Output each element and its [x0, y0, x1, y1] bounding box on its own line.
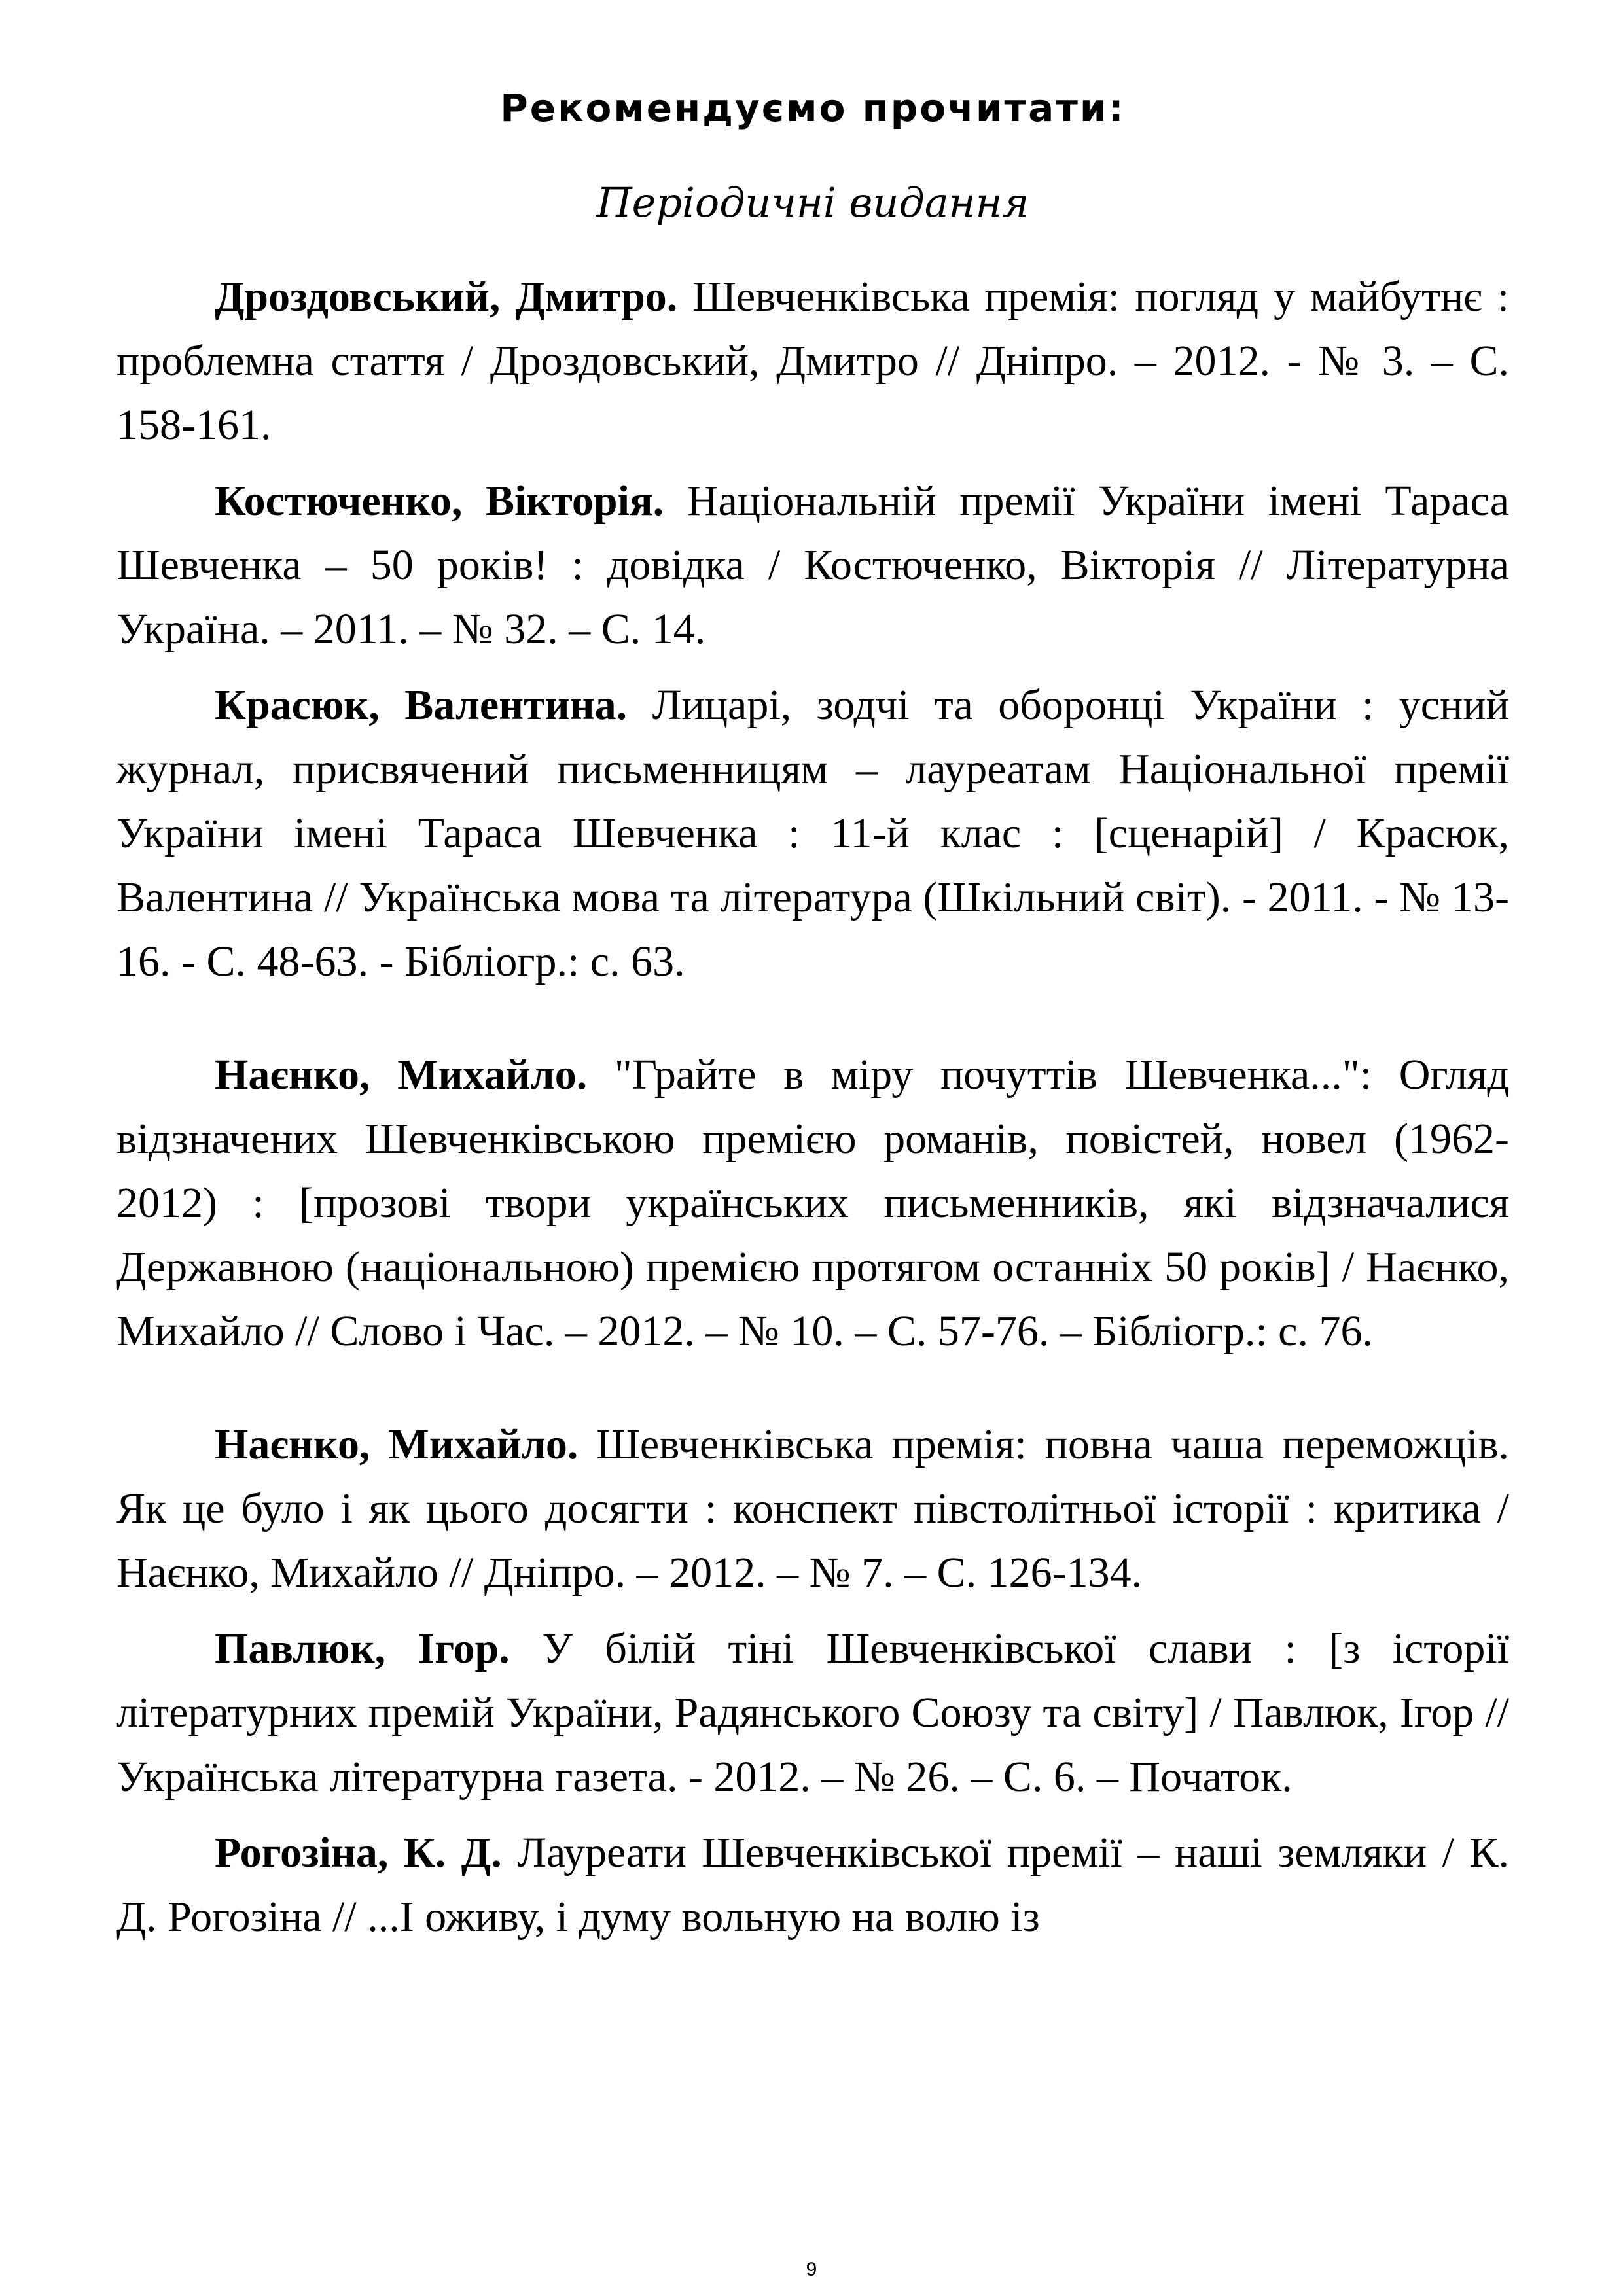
- entry-author: Павлюк, Ігор.: [215, 1625, 510, 1672]
- bibliography-entry: [116, 1413, 1509, 1605]
- bibliography-entry: [116, 469, 1509, 662]
- entry-author: Красюк, Валентина.: [215, 681, 628, 729]
- section-subheading: Періодичні видання: [596, 179, 1029, 226]
- page-heading: Рекомендуємо прочитати:: [500, 86, 1126, 130]
- entry-author: Костюченко, Вікторія.: [215, 477, 664, 525]
- entry-text: "Грайте в міру почуттів Шевченка...": Огляд відзначених Шевченківською премією романів, повістей, новел (1962-2012) : [прозові твори українських письменників, які відзначалися Державною (національною) премією протягом останніх 50 років] / Наєнко, Михайло // Слово і Час. – 2012. – № 10. – С. 57-76. – Бібліогр.: с. 76.: [116, 1051, 1509, 1355]
- bibliography-entry: [116, 1617, 1509, 1809]
- bibliography-entry: [116, 1821, 1509, 1949]
- entry-text: У білій тіні Шевченківської слави : [з історії літературних премій України, Радянського Союзу та світу] / Павлюк, Ігор // Українська літературна газета. - 2012. – № 26. – С. 6. – Початок.: [116, 1625, 1509, 1801]
- entry-text: Лицарі, зодчі та оборонці України : усний журнал, присвячений письменницям – лауреатам Національної премії України імені Тараса Шевченка : 11-й клас : [сценарій] / Красюк, Валентина // Українська мова та література (Шкільний світ). - 2011. - № 13-16. - С. 48-63. - Бібліогр.: с. 63.: [116, 681, 1509, 985]
- entry-author: Дроздовський, Дмитро.: [215, 273, 678, 321]
- entry-text: Лауреати Шевченківської премії – наші земляки / К. Д. Рогозіна // ...І оживу, і думу вольную на волю із: [116, 1829, 1509, 1941]
- entry-author: Наєнко, Михайло.: [215, 1421, 579, 1468]
- bibliography-entry: [116, 265, 1509, 457]
- bibliography-entry: [116, 1043, 1509, 1364]
- bibliography-entry: [116, 673, 1509, 994]
- page-number: 9: [806, 2259, 817, 2280]
- bibliography-list: [116, 265, 1509, 1949]
- entry-text: Шевченківська премія: погляд у майбутнє : проблемна стаття / Дроздовський, Дмитро // Дніпро. – 2012. - № 3. – С. 158-161.: [116, 273, 1510, 449]
- entry-author: Рогозіна, К. Д.: [215, 1829, 502, 1877]
- entry-text: Шевченківська премія: повна чаша переможців. Як це було і як цього досягти : конспект півстолітньої історії : критика / Наєнко, Михайло // Дніпро. – 2012. – № 7. – С. 126-134.: [116, 1421, 1509, 1597]
- entry-text: Національній премії України імені Тараса Шевченка – 50 років! : довідка / Костюченко, Вікторія // Літературна Україна. – 2011. – № 32. – С. 14.: [116, 477, 1509, 653]
- document-page: [116, 62, 1509, 1949]
- entry-author: Наєнко, Михайло.: [215, 1051, 588, 1099]
